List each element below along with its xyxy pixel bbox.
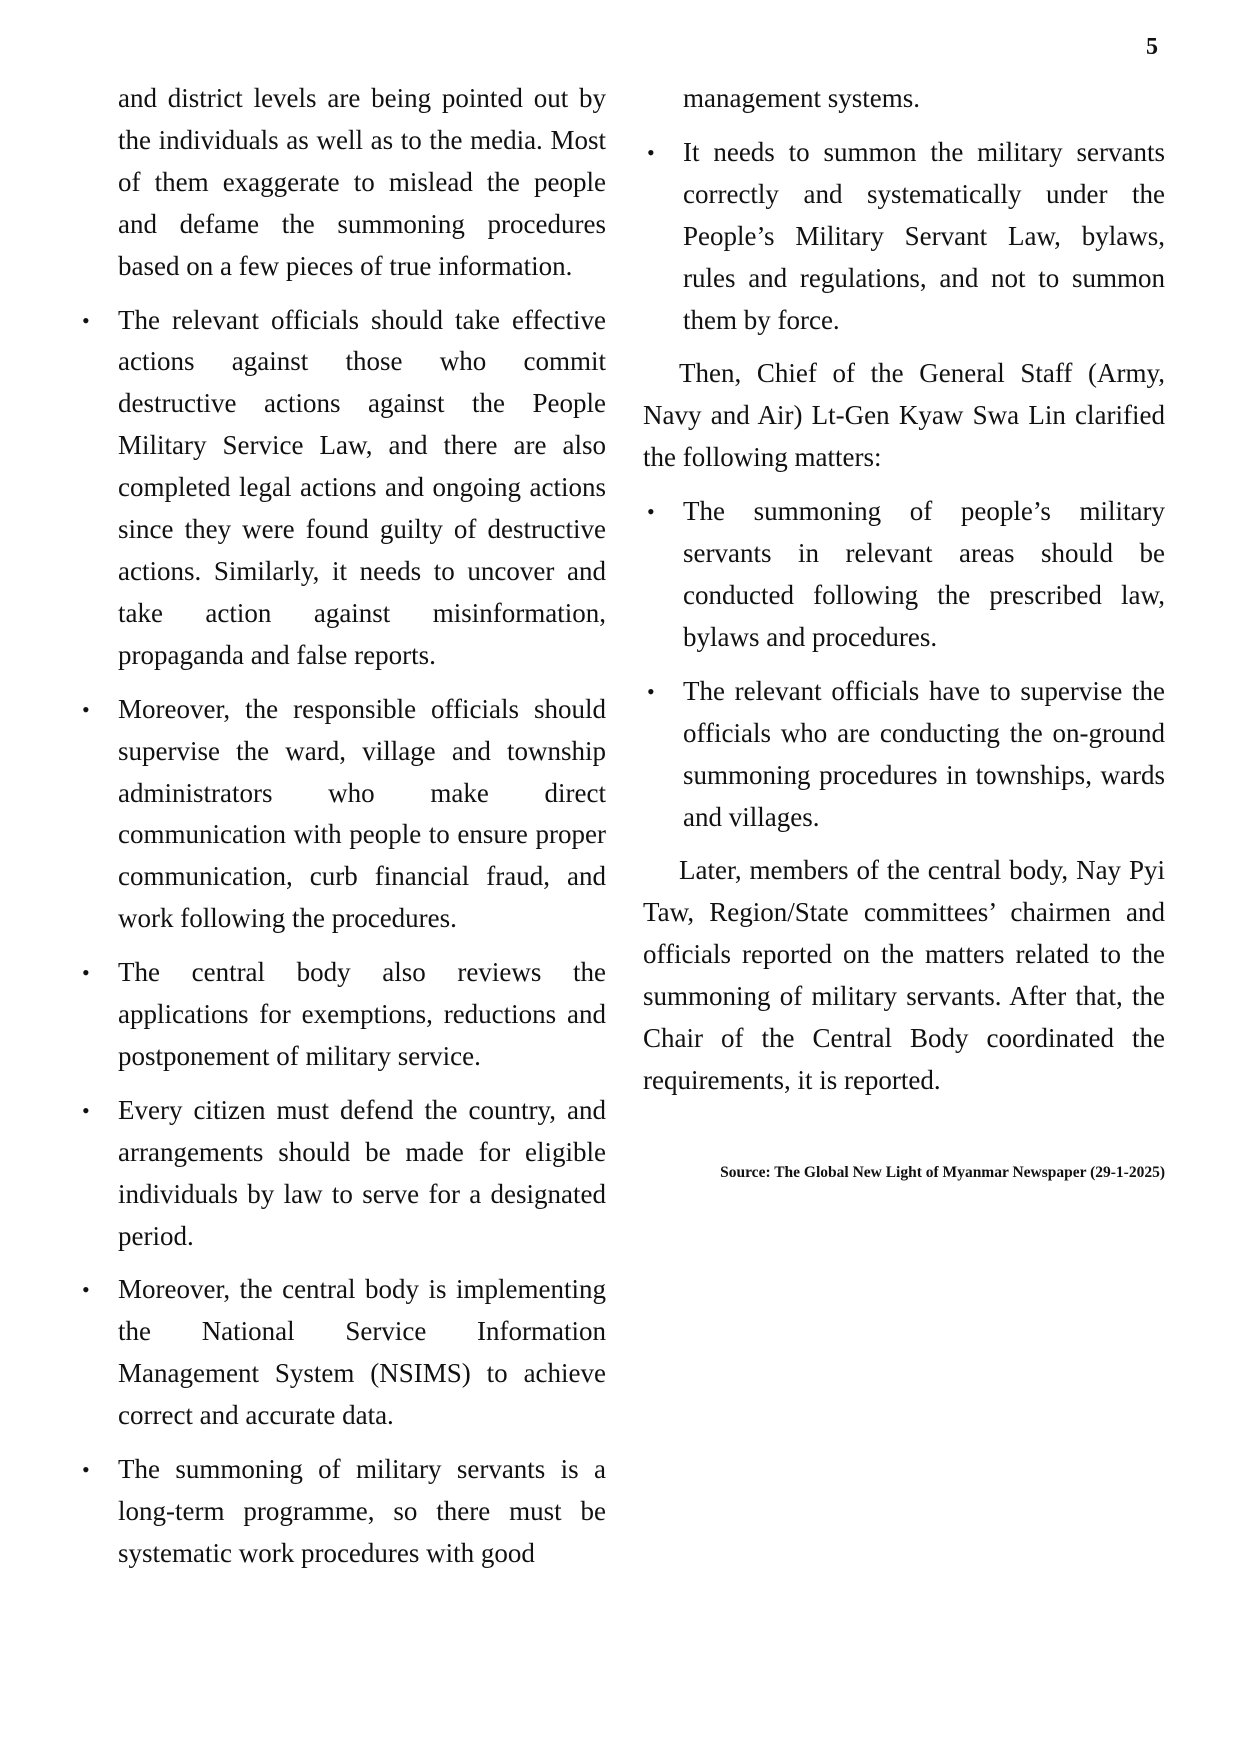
left-column [78, 78, 606, 1587]
bullet-item [78, 1090, 606, 1258]
bullet-item [78, 952, 606, 1078]
bullet-text: Moreover, the responsible officials should supervise the ward, village and township administrators who make direct communication with people to ensure proper communication, curb financial fraud, and work following the procedures. [118, 693, 606, 934]
bullet-item [643, 671, 1165, 839]
bullet-item [78, 689, 606, 940]
bullet-text: The relevant officials have to supervise the officials who are conducting the on-ground summoning procedures in townships, wards and villages. [683, 675, 1165, 832]
bullet-text: The summoning of military servants is a long-term programme, so there must be systematic work procedures with good [118, 1454, 606, 1568]
right-column [643, 78, 1165, 1184]
bullet-dot-icon: • [82, 1457, 90, 1483]
body-paragraph: Later, members of the central body, Nay Pyi Taw, Region/State committees’ chairmen and officials reported on the matters related to the summoning of military servants. After that, the Chair of the Central Body coordinated the requirements, it is reported. [643, 855, 1165, 1095]
right-bullet-list-a [643, 132, 1165, 342]
bullet-dot-icon: • [82, 1097, 90, 1123]
bullet-item [643, 491, 1165, 659]
bullet-item [78, 1269, 606, 1437]
bullet-dot-icon: • [82, 960, 90, 986]
body-paragraph: Then, Chief of the General Staff (Army, Navy and Air) Lt-Gen Kyaw Swa Lin clarified the following matters: [643, 358, 1165, 473]
bullet-dot-icon: • [647, 499, 655, 525]
source-credit: Source: The Global New Light of Myanmar Newspaper (29-1-2025) [720, 1163, 1165, 1181]
bullet-item [78, 1449, 606, 1575]
left-bullet-list [78, 300, 606, 1575]
bullet-item [643, 132, 1165, 342]
bullet-dot-icon: • [82, 696, 90, 722]
bullet-text: The central body also reviews the applications for exemptions, reductions and postponement of military service. [118, 957, 606, 1071]
intro-paragraph: and district levels are being pointed out by the individuals as well as to the media. Most of them exaggerate to mislead the people and defame the summoning procedures based on a few pieces of true information. [118, 83, 606, 281]
continuation-text: management systems. [683, 83, 920, 113]
bullet-text: The summoning of people’s military servants in relevant areas should be conducted following the prescribed law, bylaws and procedures. [683, 496, 1165, 652]
bullet-dot-icon: • [647, 678, 655, 704]
bullet-item [78, 300, 606, 677]
page-number: 5 [1146, 34, 1158, 60]
bullet-dot-icon: • [647, 139, 655, 165]
bullet-dot-icon: • [82, 307, 90, 333]
bullet-text: Moreover, the central body is implementing the National Service Information Management System (NSIMS) to achieve correct and accurate data. [118, 1274, 606, 1431]
bullet-text: It needs to summon the military servants correctly and systematically under the People’s Military Servant Law, bylaws, rules and regulations, and not to summon them by force. [683, 136, 1165, 335]
right-bullet-list-b [643, 491, 1165, 838]
bullet-text: Every citizen must defend the country, and arrangements should be made for eligible individuals by law to serve for a designated period. [118, 1094, 606, 1251]
bullet-text: The relevant officials should take effective actions against those who commit destructive actions against the People Military Service Law, and there are also completed legal actions and ongoing actions since they were found guilty of destructive actions. Similarly, it needs to uncover and take action against misinformation, propaganda and false reports. [118, 304, 606, 670]
bullet-dot-icon: • [82, 1277, 90, 1303]
